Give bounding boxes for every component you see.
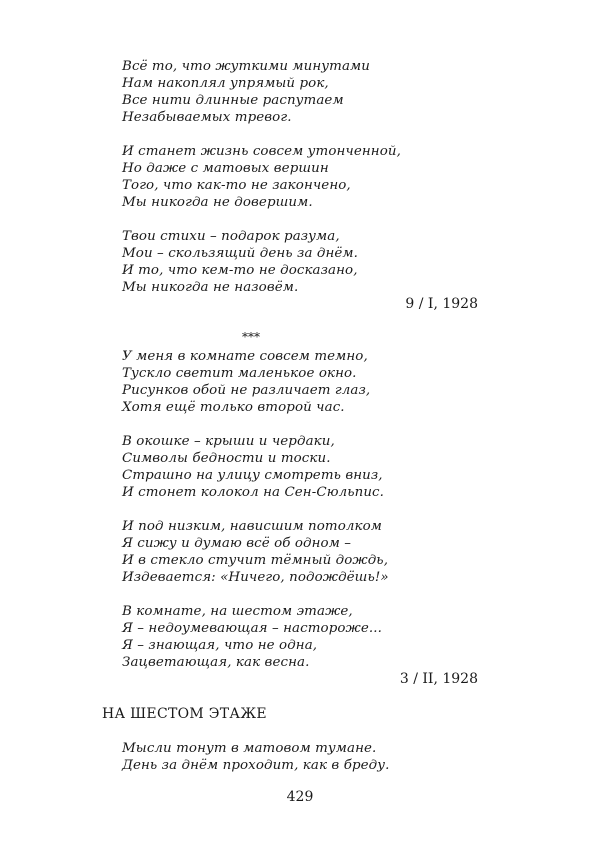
poem-line: Всё то, что жуткими минутами: [122, 59, 370, 74]
poem-line: И то, что кем-то не досказано,: [122, 263, 358, 278]
poem-line: Все нити длинные распутаем: [122, 93, 344, 108]
poem-line: Хотя ещё только второй час.: [122, 400, 345, 415]
poem-line: Зацветающая, как весна.: [122, 655, 310, 670]
poem-line: И в стекло стучит тёмный дождь,: [122, 553, 389, 568]
poem-line: Я – знающая, что не одна,: [122, 638, 318, 653]
poem-line: Издевается: «Ничего, подождёшь!»: [122, 570, 389, 585]
poem-line: Незабываемых тревог.: [122, 110, 292, 125]
poem-title: НА ШЕСТОМ ЭТАЖЕ: [102, 706, 267, 722]
poem-line: Мы никогда не довершим.: [122, 195, 313, 210]
poem-line: Того, что как-то не закончено,: [122, 178, 351, 193]
poem-line: Я сижу и думаю всё об одном –: [122, 536, 352, 551]
poem-line: У меня в комнате совсем темно,: [122, 349, 368, 364]
poem-line: День за днём проходит, как в бреду.: [122, 758, 390, 773]
poem-line: Мои – скользящий день за днём.: [122, 246, 358, 261]
page-number: 429: [286, 789, 314, 805]
poem-line: Страшно на улицу смотреть вниз,: [122, 468, 383, 483]
poem-line: В комнате, на шестом этаже,: [122, 604, 353, 619]
poem-line: И станет жизнь совсем утонченной,: [122, 144, 401, 159]
section-separator: ***: [242, 330, 260, 344]
poem-line: И под низким, нависшим потолком: [122, 519, 382, 534]
poem-line: И стонет колокол на Сен-Сюльпис.: [122, 485, 385, 500]
poem-line: Я – недоумевающая – настороже...: [122, 621, 382, 636]
poem-line: Мы никогда не назовём.: [122, 280, 299, 295]
poem-line: В окошке – крыши и чердаки,: [122, 434, 335, 449]
poem-line: Но даже с матовых вершин: [122, 161, 329, 176]
poem-date: 3 / II, 1928: [399, 671, 478, 687]
poem-date: 9 / I, 1928: [405, 296, 478, 312]
poem-line: Рисунков обой не различает глаз,: [122, 383, 371, 398]
poem-line: Нам накоплял упрямый рок,: [122, 76, 329, 91]
poem-line: Символы бедности и тоски.: [122, 451, 331, 466]
poem-line: Мысли тонут в матовом тумане.: [122, 741, 377, 756]
poem-line: Твои стихи – подарок разума,: [122, 229, 340, 244]
poem-line: Тускло светит маленькое окно.: [122, 366, 357, 381]
